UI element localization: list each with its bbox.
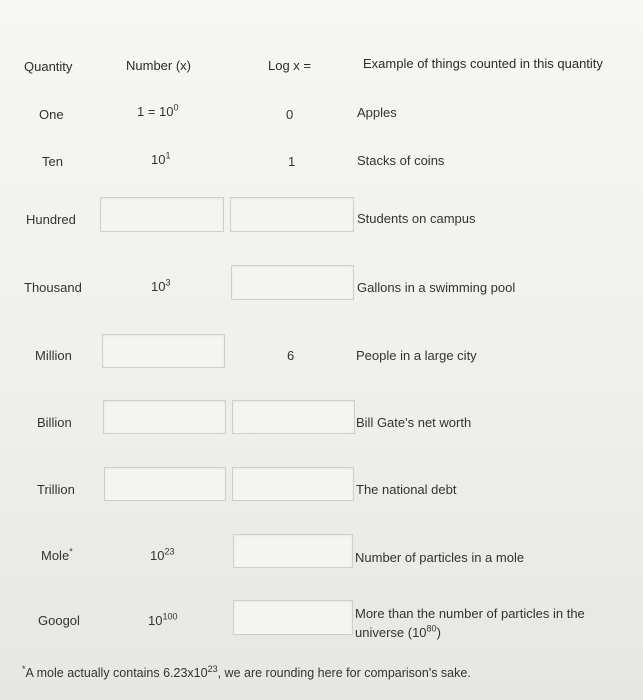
example-one: Apples <box>357 105 397 120</box>
log-input-mole[interactable] <box>233 534 353 568</box>
log-input-googol[interactable] <box>233 600 353 635</box>
quantity-million: Million <box>35 348 72 363</box>
quantity-thousand: Thousand <box>24 280 82 295</box>
number-input-hundred[interactable] <box>100 197 224 232</box>
quantity-ten: Ten <box>42 154 63 169</box>
log-million: 6 <box>287 348 295 363</box>
number-googol: $10^{100}$ <box>148 611 178 628</box>
log-ten: 1 <box>288 154 296 169</box>
example-trillion: The national debt <box>356 482 457 497</box>
example-ten: Stacks of coins <box>357 153 445 168</box>
number-mole: $10^{23}$ <box>150 546 175 563</box>
example-hundred: Students on campus <box>357 211 476 226</box>
number-input-billion[interactable] <box>103 400 226 434</box>
example-mole: Number of particles in a mole <box>355 550 525 565</box>
quantity-billion: Billion <box>37 415 72 430</box>
number-thousand: $10^3$ <box>151 277 171 294</box>
header-number: Number (x) <box>126 58 192 73</box>
example-million: People in a large city <box>356 348 477 363</box>
quantity-one: One <box>39 107 64 122</box>
example-thousand: Gallons in a swimming pool <box>357 280 516 295</box>
log-input-trillion[interactable] <box>232 467 354 501</box>
example-billion: Bill Gate's net worth <box>356 415 472 430</box>
footnote: *A mole actually contains $6.23x10^{23}$, we are rounding here for comparison's sake. <box>22 663 471 680</box>
log-one: 0 <box>286 107 294 122</box>
quantity-googol: Googol <box>38 613 80 628</box>
header-example: Example of things counted in this quantity <box>363 56 603 71</box>
number-input-trillion[interactable] <box>104 467 226 501</box>
log-input-thousand[interactable] <box>231 265 354 300</box>
header-quantity: Quantity <box>24 59 73 74</box>
example-googol: More than the number of particles in the universe $(10^{80})$ <box>355 606 585 640</box>
number-input-million[interactable] <box>102 334 225 368</box>
number-ten: $10^1$ <box>151 150 171 167</box>
header-log: Log x = <box>268 58 312 73</box>
quantity-hundred: Hundred <box>26 212 76 227</box>
log-input-billion[interactable] <box>232 400 355 434</box>
number-one: $1 = 10^0$ <box>137 102 179 119</box>
quantity-mole: Mole* <box>41 546 73 563</box>
quantity-trillion: Trillion <box>37 482 75 497</box>
log-input-hundred[interactable] <box>230 197 354 232</box>
